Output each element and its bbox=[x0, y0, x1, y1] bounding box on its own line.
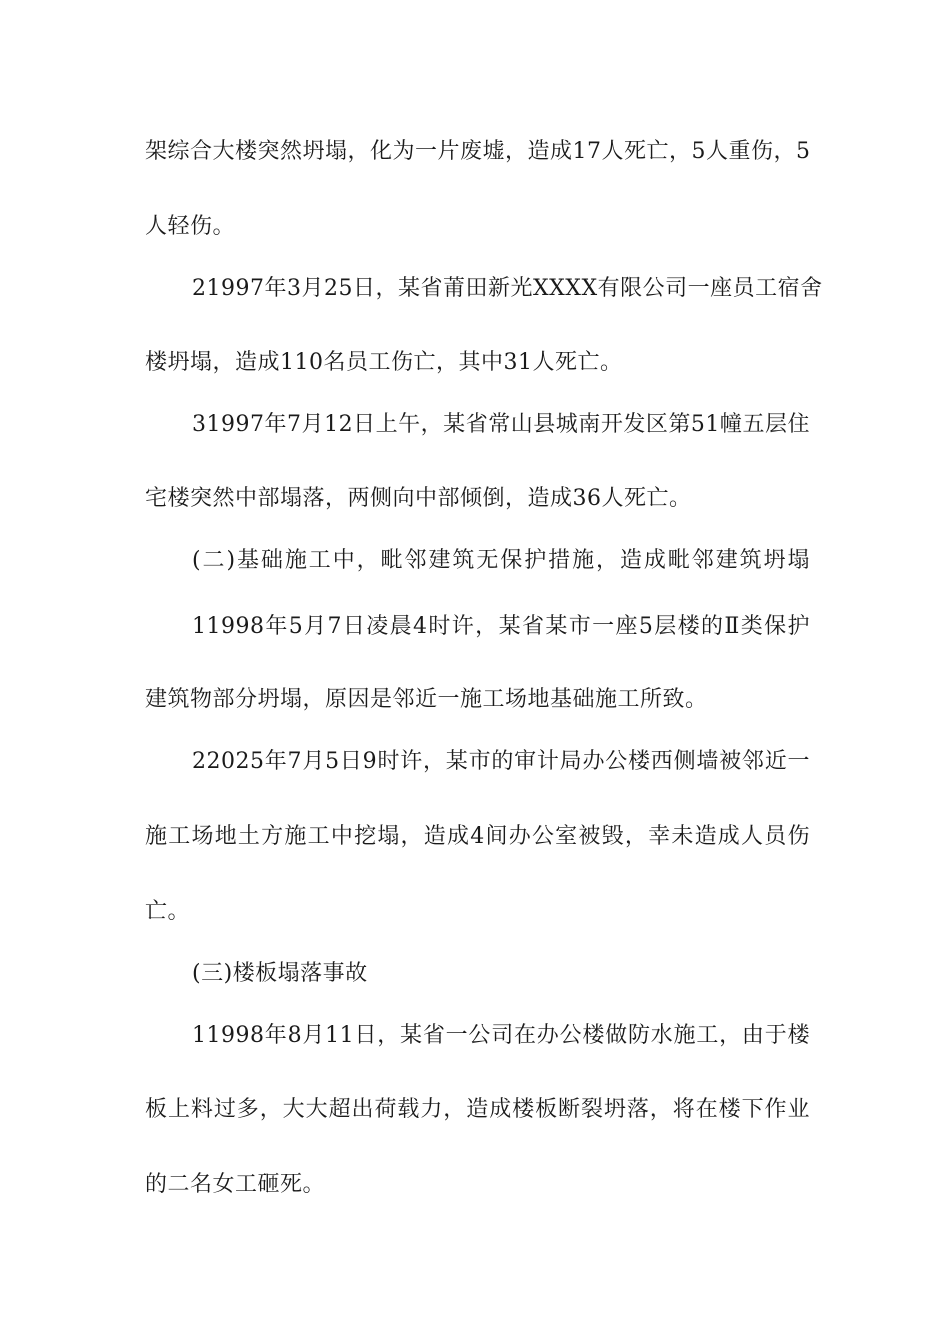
text-line: 施工场地土方施工中挖塌，造成4间办公室被毁，幸未造成人员伤 bbox=[145, 824, 810, 849]
text-line: 楼坍塌，造成110名员工伤亡，其中31人死亡。 bbox=[145, 350, 623, 375]
text-line: 21997年3月25日，某省莆田新光XXXX有限公司一座员工宿舍 bbox=[192, 276, 823, 301]
section-heading: (二)基础施工中，毗邻建筑无保护措施，造成毗邻建筑坍塌 bbox=[192, 548, 810, 573]
text-line: 的二名女工砸死。 bbox=[145, 1172, 326, 1197]
text-line: 建筑物部分坍塌，原因是邻近一施工场地基础施工所致。 bbox=[145, 687, 708, 712]
text-line: 11998年8月11日，某省一公司在办公楼做防水施工，由于楼 bbox=[192, 1023, 810, 1048]
text-line: 架综合大楼突然坍塌，化为一片废墟，造成17人死亡，5人重伤，5 bbox=[145, 139, 811, 164]
text-line: 宅楼突然中部塌落，两侧向中部倾倒，造成36人死亡。 bbox=[145, 486, 692, 511]
text-line: 板上料过多，大大超出荷载力，造成楼板断裂坍落，将在楼下作业 bbox=[145, 1097, 810, 1122]
text-line: 人轻伤。 bbox=[145, 214, 236, 239]
section-heading: (三)楼板塌落事故 bbox=[192, 961, 368, 986]
text-line: 31997年7月12日上午，某省常山县城南开发区第51幢五层住 bbox=[192, 412, 810, 437]
text-line: 亡。 bbox=[145, 899, 191, 924]
text-line: 11998年5月7日凌晨4时许，某省某市一座5层楼的Ⅱ类保护 bbox=[192, 614, 810, 639]
text-line: 22025年7月5日9时许，某市的审计局办公楼西侧墙被邻近一 bbox=[192, 749, 810, 774]
